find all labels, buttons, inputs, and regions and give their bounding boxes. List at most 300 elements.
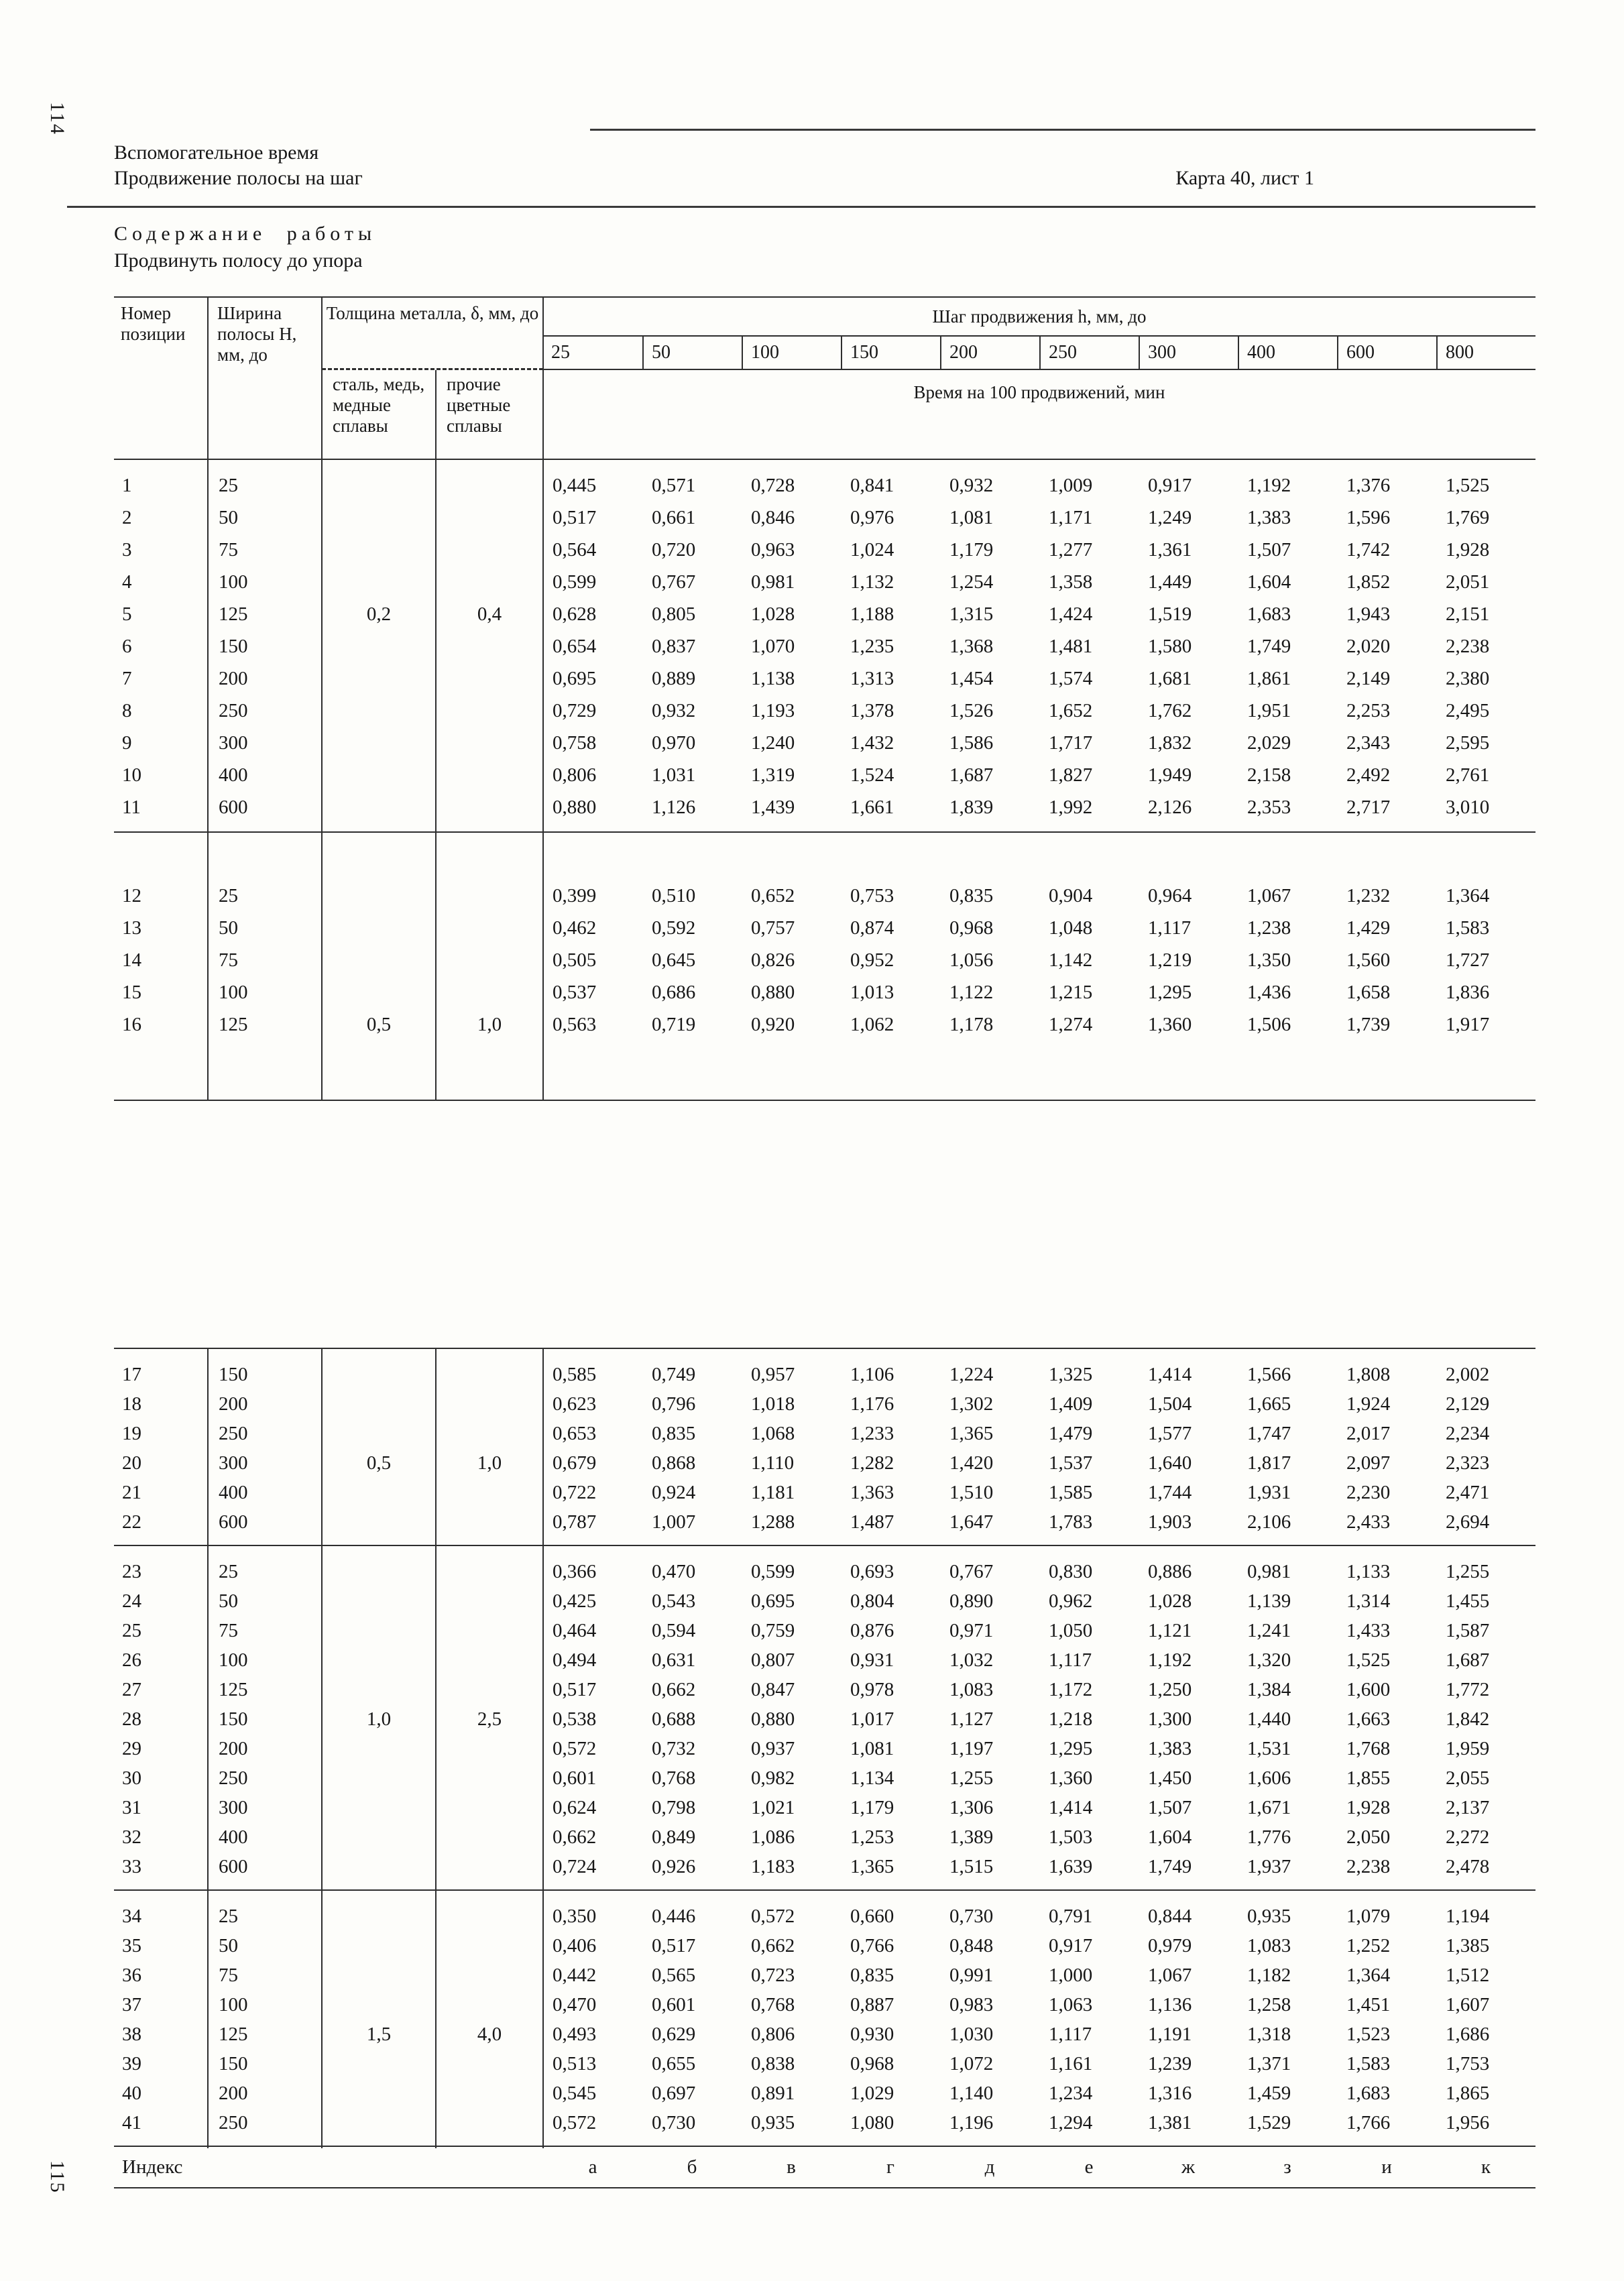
cell-time-value: 2,238	[1346, 1856, 1391, 1877]
cell-time-value: 1,583	[1346, 2053, 1391, 2074]
cell-position-number: 40	[122, 2083, 141, 2104]
cell-time-value: 0,594	[652, 1620, 696, 1641]
cell-time-value: 1,056	[949, 949, 994, 971]
cell-time-value: 1,817	[1247, 1452, 1291, 1474]
cell-position-number: 37	[122, 1994, 141, 2015]
cell-time-value: 1,136	[1148, 1994, 1192, 2015]
cell-position-number: 13	[122, 917, 141, 939]
cell-position-number: 6	[122, 636, 132, 657]
cell-time-value: 2,717	[1346, 797, 1391, 818]
cell-time-value: 1,215	[1049, 982, 1093, 1003]
cell-position-number: 30	[122, 1767, 141, 1789]
cell-thickness-steel	[322, 695, 436, 727]
cell-thickness-steel	[322, 2108, 436, 2138]
cell-time-value: 0,835	[850, 1965, 894, 1986]
cell-position-number: 38	[122, 2024, 141, 2045]
table-body-1	[114, 460, 1535, 1101]
cell-time-value: 0,662	[751, 1935, 795, 1956]
cell-time-value: 0,930	[850, 2024, 894, 2045]
cell-time-value: 0,724	[553, 1856, 597, 1877]
table-row	[114, 1990, 1535, 2020]
table-row	[114, 880, 1535, 912]
cell-thickness-steel	[322, 1822, 436, 1852]
cell-thickness-steel	[322, 1734, 436, 1763]
step-column-header: 250	[1039, 337, 1139, 370]
cell-position-number: 26	[122, 1649, 141, 1671]
table-row	[114, 1931, 1535, 1961]
cell-thickness-nonferrous	[436, 1902, 543, 1931]
table-row	[114, 1448, 1535, 1478]
cell-time-value: 0,538	[553, 1708, 597, 1730]
cell-time-value: 1,235	[850, 636, 894, 657]
cell-time-value: 1,529	[1247, 2112, 1291, 2133]
cell-thickness-nonferrous	[436, 2079, 543, 2108]
cell-time-value: 0,749	[652, 1364, 696, 1385]
step-column-header: 50	[642, 337, 742, 370]
cell-time-value: 1,739	[1346, 1014, 1391, 1035]
time-units-header: Время на 100 продвижений, мин	[913, 382, 1165, 402]
cell-strip-width: 150	[219, 636, 248, 657]
cell-time-value: 1,836	[1446, 982, 1490, 1003]
cell-time-value: 1,365	[850, 1856, 894, 1877]
cell-time-value: 0,849	[652, 1826, 696, 1848]
cell-thickness-nonferrous	[436, 1616, 543, 1645]
cell-thickness-nonferrous	[436, 880, 543, 912]
cell-time-value: 0,686	[652, 982, 696, 1003]
cell-time-value: 1,083	[949, 1679, 994, 1700]
cell-thickness-nonferrous: 1,0	[477, 1452, 502, 1474]
cell-position-number: 10	[122, 764, 141, 786]
cell-position-number: 39	[122, 2053, 141, 2074]
table-row	[114, 1704, 1535, 1734]
cell-time-value: 1,218	[1049, 1708, 1093, 1730]
cell-thickness-nonferrous: 4,0	[477, 2024, 502, 2045]
cell-time-value: 1,288	[751, 1511, 795, 1533]
index-label: Индекс	[122, 2156, 183, 2178]
cell-time-value: 1,928	[1346, 1797, 1391, 1818]
cell-thickness-steel	[322, 502, 436, 534]
index-letter: к	[1481, 2156, 1491, 2178]
cell-time-value: 0,601	[652, 1994, 696, 2015]
table-row	[114, 598, 1535, 630]
cell-time-value: 1,048	[1049, 917, 1093, 939]
cell-time-value: 0,920	[751, 1014, 795, 1035]
step-column-header: 600	[1337, 337, 1436, 370]
cell-time-value: 1,314	[1346, 1590, 1391, 1612]
column-divider	[542, 298, 544, 1101]
cell-time-value: 1,681	[1148, 668, 1192, 689]
cell-time-value: 0,917	[1148, 475, 1192, 496]
table-row	[114, 630, 1535, 662]
cell-position-number: 17	[122, 1364, 141, 1385]
cell-time-value: 1,429	[1346, 917, 1391, 939]
table-row	[114, 566, 1535, 598]
cell-strip-width: 150	[219, 2053, 248, 2074]
cell-position-number: 29	[122, 1738, 141, 1759]
cell-time-value: 1,179	[949, 539, 994, 561]
cell-time-value: 2,158	[1247, 764, 1291, 786]
header-title-line2: Продвижение полосы на шаг	[114, 167, 363, 189]
cell-time-value: 1,526	[949, 700, 994, 721]
cell-time-value: 0,807	[751, 1649, 795, 1671]
cell-time-value: 1,192	[1247, 475, 1291, 496]
cell-time-value: 1,176	[850, 1393, 894, 1415]
table-header	[114, 298, 1535, 460]
cell-thickness-nonferrous	[436, 1675, 543, 1704]
cell-position-number: 4	[122, 571, 132, 593]
table-row	[114, 1675, 1535, 1704]
cell-time-value: 1,319	[751, 764, 795, 786]
cell-time-value: 0,838	[751, 2053, 795, 2074]
cell-time-value: 0,592	[652, 917, 696, 939]
cell-thickness-nonferrous	[436, 2049, 543, 2079]
cell-time-value: 1,727	[1446, 949, 1490, 971]
cell-time-value: 2,272	[1446, 1826, 1490, 1848]
cell-position-number: 19	[122, 1423, 141, 1444]
cell-time-value: 1,749	[1247, 636, 1291, 657]
cell-time-value: 1,172	[1049, 1679, 1093, 1700]
cell-time-value: 1,487	[850, 1511, 894, 1533]
cell-time-value: 1,744	[1148, 1482, 1192, 1503]
cell-time-value: 3,010	[1446, 797, 1490, 818]
cell-time-value: 1,992	[1049, 797, 1093, 818]
cell-time-value: 0,661	[652, 507, 696, 528]
step-column-header: 800	[1436, 337, 1535, 370]
cell-time-value: 1,295	[1049, 1738, 1093, 1759]
cell-position-number: 27	[122, 1679, 141, 1700]
cell-time-value: 0,645	[652, 949, 696, 971]
table-row	[114, 912, 1535, 944]
cell-strip-width: 75	[219, 1965, 238, 1986]
cell-time-value: 0,601	[553, 1767, 597, 1789]
cell-strip-width: 50	[219, 507, 238, 528]
cell-time-value: 0,653	[553, 1423, 597, 1444]
cell-time-value: 1,007	[652, 1511, 696, 1533]
cell-time-value: 1,018	[751, 1393, 795, 1415]
cell-strip-width: 250	[219, 700, 248, 721]
cell-time-value: 0,768	[652, 1767, 696, 1789]
cell-time-value: 0,876	[850, 1620, 894, 1641]
cell-time-value: 1,196	[949, 2112, 994, 2133]
cell-time-value: 0,729	[553, 700, 597, 721]
cell-time-value: 1,070	[751, 636, 795, 657]
cell-time-value: 1,931	[1247, 1482, 1291, 1503]
cell-time-value: 0,826	[751, 949, 795, 971]
cell-time-value: 1,683	[1346, 2083, 1391, 2104]
cell-time-value: 1,600	[1346, 1679, 1391, 1700]
cell-time-value: 1,234	[1049, 2083, 1093, 2104]
cell-time-value: 1,503	[1049, 1826, 1093, 1848]
cell-time-value: 0,979	[1148, 1935, 1192, 1956]
cell-thickness-steel	[322, 469, 436, 502]
cell-thickness-steel	[322, 2079, 436, 2108]
cell-time-value: 1,295	[1148, 982, 1192, 1003]
cell-thickness-nonferrous	[436, 1990, 543, 2020]
cell-strip-width: 100	[219, 1994, 248, 2015]
table-row	[114, 502, 1535, 534]
cell-strip-width: 25	[219, 885, 238, 906]
cell-position-number: 11	[122, 797, 141, 818]
cell-time-value: 2,230	[1346, 1482, 1391, 1503]
cell-position-number: 5	[122, 603, 132, 625]
cell-time-value: 2,694	[1446, 1511, 1490, 1533]
cell-time-value: 0,728	[751, 475, 795, 496]
cell-time-value: 0,545	[553, 2083, 597, 2104]
cell-time-value: 1,433	[1346, 1620, 1391, 1641]
step-column-header: 150	[841, 337, 940, 370]
cell-thickness-nonferrous	[436, 1419, 543, 1448]
cell-time-value: 1,917	[1446, 1014, 1490, 1035]
cell-time-value: 0,655	[652, 2053, 696, 2074]
cell-thickness-nonferrous	[436, 1586, 543, 1616]
cell-time-value: 0,767	[652, 571, 696, 593]
cell-time-value: 1,254	[949, 571, 994, 593]
column-divider	[207, 1349, 209, 2148]
table-row	[114, 1586, 1535, 1616]
cell-time-value: 2,253	[1346, 700, 1391, 721]
cell-time-value: 1,451	[1346, 1994, 1391, 2015]
cell-thickness-nonferrous	[436, 534, 543, 566]
cell-time-value: 1,424	[1049, 603, 1093, 625]
col-header-thickness-nonferrous: прочие цветные сплавы	[447, 374, 511, 436]
cell-thickness-steel	[322, 912, 436, 944]
cell-time-value: 2,492	[1346, 764, 1391, 786]
work-content-label: Содержание работы	[114, 223, 377, 245]
cell-thickness-nonferrous	[436, 1734, 543, 1763]
cell-time-value: 1,383	[1148, 1738, 1192, 1759]
cell-thickness-steel	[322, 534, 436, 566]
cell-time-value: 1,449	[1148, 571, 1192, 593]
table-row	[114, 534, 1535, 566]
cell-strip-width: 200	[219, 668, 248, 689]
cell-thickness-nonferrous	[436, 2108, 543, 2138]
cell-strip-width: 75	[219, 949, 238, 971]
cell-time-value: 1,607	[1446, 1994, 1490, 2015]
index-row	[114, 2147, 1535, 2188]
cell-strip-width: 300	[219, 732, 248, 754]
cell-time-value: 0,971	[949, 1620, 994, 1641]
cell-time-value: 0,629	[652, 2024, 696, 2045]
cell-time-value: 1,021	[751, 1797, 795, 1818]
cell-position-number: 32	[122, 1826, 141, 1848]
cell-time-value: 0,798	[652, 1797, 696, 1818]
index-letter: е	[1084, 2156, 1094, 2178]
cell-time-value: 1,384	[1247, 1679, 1291, 1700]
cell-time-value: 1,454	[949, 668, 994, 689]
cell-position-number: 36	[122, 1965, 141, 1986]
cell-thickness-steel: 1,0	[366, 1708, 392, 1730]
cell-time-value: 0,693	[850, 1561, 894, 1582]
cell-time-value: 0,904	[1049, 885, 1093, 906]
cell-time-value: 1,255	[1446, 1561, 1490, 1582]
cell-time-value: 2,234	[1446, 1423, 1490, 1444]
cell-thickness-steel	[322, 1961, 436, 1990]
cell-time-value: 1,525	[1346, 1649, 1391, 1671]
cell-time-value: 0,963	[751, 539, 795, 561]
cell-time-value: 1,585	[1049, 1482, 1093, 1503]
cell-time-value: 1,050	[1049, 1620, 1093, 1641]
cell-thickness-nonferrous	[436, 469, 543, 502]
cell-time-value: 0,957	[751, 1364, 795, 1385]
cell-time-value: 0,931	[850, 1649, 894, 1671]
top-rule	[590, 129, 1535, 131]
cell-time-value: 1,363	[850, 1482, 894, 1503]
cell-strip-width: 600	[219, 1856, 248, 1877]
cell-thickness-nonferrous	[436, 976, 543, 1008]
cell-time-value: 1,138	[751, 668, 795, 689]
cell-time-value: 1,383	[1247, 507, 1291, 528]
cell-time-value: 0,926	[652, 1856, 696, 1877]
cell-time-value: 1,183	[751, 1856, 795, 1877]
cell-thickness-nonferrous	[436, 1389, 543, 1419]
cell-time-value: 0,730	[652, 2112, 696, 2133]
table-row	[114, 1902, 1535, 1931]
cell-position-number: 1	[122, 475, 132, 496]
step-column-header: 300	[1139, 337, 1238, 370]
cell-time-value: 1,432	[850, 732, 894, 754]
cell-time-value: 1,253	[850, 1826, 894, 1848]
index-letter: б	[687, 2156, 697, 2178]
cell-time-value: 0,720	[652, 539, 696, 561]
cell-thickness-steel: 0,2	[366, 603, 392, 625]
table-row	[114, 791, 1535, 823]
cell-strip-width: 150	[219, 1364, 248, 1385]
cell-thickness-steel	[322, 1507, 436, 1537]
table-row	[114, 727, 1535, 759]
cell-strip-width: 250	[219, 1423, 248, 1444]
column-divider	[321, 298, 323, 1101]
cell-time-value: 0,366	[553, 1561, 597, 1582]
cell-time-value: 1,768	[1346, 1738, 1391, 1759]
table-row	[114, 1734, 1535, 1763]
cell-thickness-nonferrous: 2,5	[477, 1708, 502, 1730]
table-row	[114, 1419, 1535, 1448]
cell-strip-width: 400	[219, 1482, 248, 1503]
table-row	[114, 1008, 1535, 1041]
table-row	[114, 1793, 1535, 1822]
row-group	[114, 833, 1535, 1101]
cell-time-value: 1,523	[1346, 2024, 1391, 2045]
cell-time-value: 1,232	[1346, 885, 1391, 906]
cell-time-value: 1,772	[1446, 1679, 1490, 1700]
cell-thickness-steel	[322, 1419, 436, 1448]
index-letter: ж	[1181, 2156, 1196, 2178]
cell-thickness-steel	[322, 1990, 436, 2020]
cell-time-value: 1,928	[1446, 539, 1490, 561]
cell-time-value: 0,830	[1049, 1561, 1093, 1582]
cell-time-value: 0,543	[652, 1590, 696, 1612]
cell-time-value: 1,325	[1049, 1364, 1093, 1385]
cell-time-value: 1,510	[949, 1482, 994, 1503]
cell-time-value: 0,837	[652, 636, 696, 657]
cell-time-value: 1,537	[1049, 1452, 1093, 1474]
cell-time-value: 1,300	[1148, 1708, 1192, 1730]
cell-time-value: 1,409	[1049, 1393, 1093, 1415]
table-row	[114, 1389, 1535, 1419]
cell-time-value: 1,839	[949, 797, 994, 818]
cell-position-number: 3	[122, 539, 132, 561]
cell-time-value: 1,117	[1049, 2024, 1092, 2045]
cell-time-value: 1,687	[949, 764, 994, 786]
cell-time-value: 1,414	[1148, 1364, 1192, 1385]
cell-time-value: 0,757	[751, 917, 795, 939]
cell-time-value: 1,687	[1446, 1649, 1490, 1671]
cell-time-value: 1,081	[949, 507, 994, 528]
cell-time-value: 1,436	[1247, 982, 1291, 1003]
cell-time-value: 1,371	[1247, 2053, 1291, 2074]
cell-time-value: 2,238	[1446, 636, 1490, 657]
column-divider	[435, 370, 437, 1101]
cell-time-value: 1,132	[850, 571, 894, 593]
cell-time-value: 2,017	[1346, 1423, 1391, 1444]
cell-time-value: 0,719	[652, 1014, 696, 1035]
cell-thickness-nonferrous	[436, 502, 543, 534]
cell-time-value: 1,414	[1049, 1797, 1093, 1818]
cell-time-value: 1,219	[1148, 949, 1192, 971]
cell-thickness-steel	[322, 1675, 436, 1704]
cell-time-value: 0,445	[553, 475, 597, 496]
cell-time-value: 1,832	[1148, 732, 1192, 754]
cell-time-value: 1,574	[1049, 668, 1093, 689]
cell-position-number: 9	[122, 732, 132, 754]
cell-time-value: 1,106	[850, 1364, 894, 1385]
cell-time-value: 0,517	[652, 1935, 696, 1956]
cell-position-number: 21	[122, 1482, 141, 1503]
header-rule	[67, 206, 1535, 208]
cell-time-value: 0,624	[553, 1797, 597, 1818]
cell-time-value: 0,767	[949, 1561, 994, 1582]
cell-time-value: 0,806	[751, 2024, 795, 2045]
cell-time-value: 0,679	[553, 1452, 597, 1474]
cell-time-value: 0,891	[751, 2083, 795, 2104]
col-header-step: Шаг продвижения h, мм, до	[543, 298, 1535, 337]
cell-time-value: 1,861	[1247, 668, 1291, 689]
table-row	[114, 1360, 1535, 1389]
cell-time-value: 1,294	[1049, 2112, 1093, 2133]
page-gap	[114, 1101, 1535, 1348]
cell-time-value: 1,249	[1148, 507, 1192, 528]
cell-time-value: 0,494	[553, 1649, 597, 1671]
cell-time-value: 1,194	[1446, 1906, 1490, 1927]
cell-time-value: 1,507	[1148, 1797, 1192, 1818]
cell-strip-width: 50	[219, 1590, 238, 1612]
column-divider	[542, 1349, 544, 2148]
cell-time-value: 1,389	[949, 1826, 994, 1848]
cell-strip-width: 600	[219, 1511, 248, 1533]
cell-strip-width: 75	[219, 1620, 238, 1641]
cell-time-value: 1,365	[949, 1423, 994, 1444]
cell-position-number: 41	[122, 2112, 141, 2133]
row-group	[114, 1349, 1535, 1546]
cell-time-value: 0,695	[751, 1590, 795, 1612]
cell-time-value: 1,086	[751, 1826, 795, 1848]
cell-time-value: 0,766	[850, 1935, 894, 1956]
cell-time-value: 2,126	[1148, 797, 1192, 818]
cell-time-value: 1,233	[850, 1423, 894, 1444]
cell-position-number: 35	[122, 1935, 141, 1956]
page-content	[114, 129, 1535, 2188]
cell-time-value: 1,028	[751, 603, 795, 625]
cell-time-value: 2,471	[1446, 1482, 1490, 1503]
cell-time-value: 1,121	[1148, 1620, 1192, 1641]
cell-time-value: 1,067	[1148, 1965, 1192, 1986]
cell-time-value: 1,504	[1148, 1393, 1192, 1415]
cell-time-value: 1,507	[1247, 539, 1291, 561]
cell-time-value: 1,320	[1247, 1649, 1291, 1671]
cell-thickness-steel	[322, 1931, 436, 1961]
cell-thickness-steel	[322, 1586, 436, 1616]
cell-time-value: 0,730	[949, 1906, 994, 1927]
